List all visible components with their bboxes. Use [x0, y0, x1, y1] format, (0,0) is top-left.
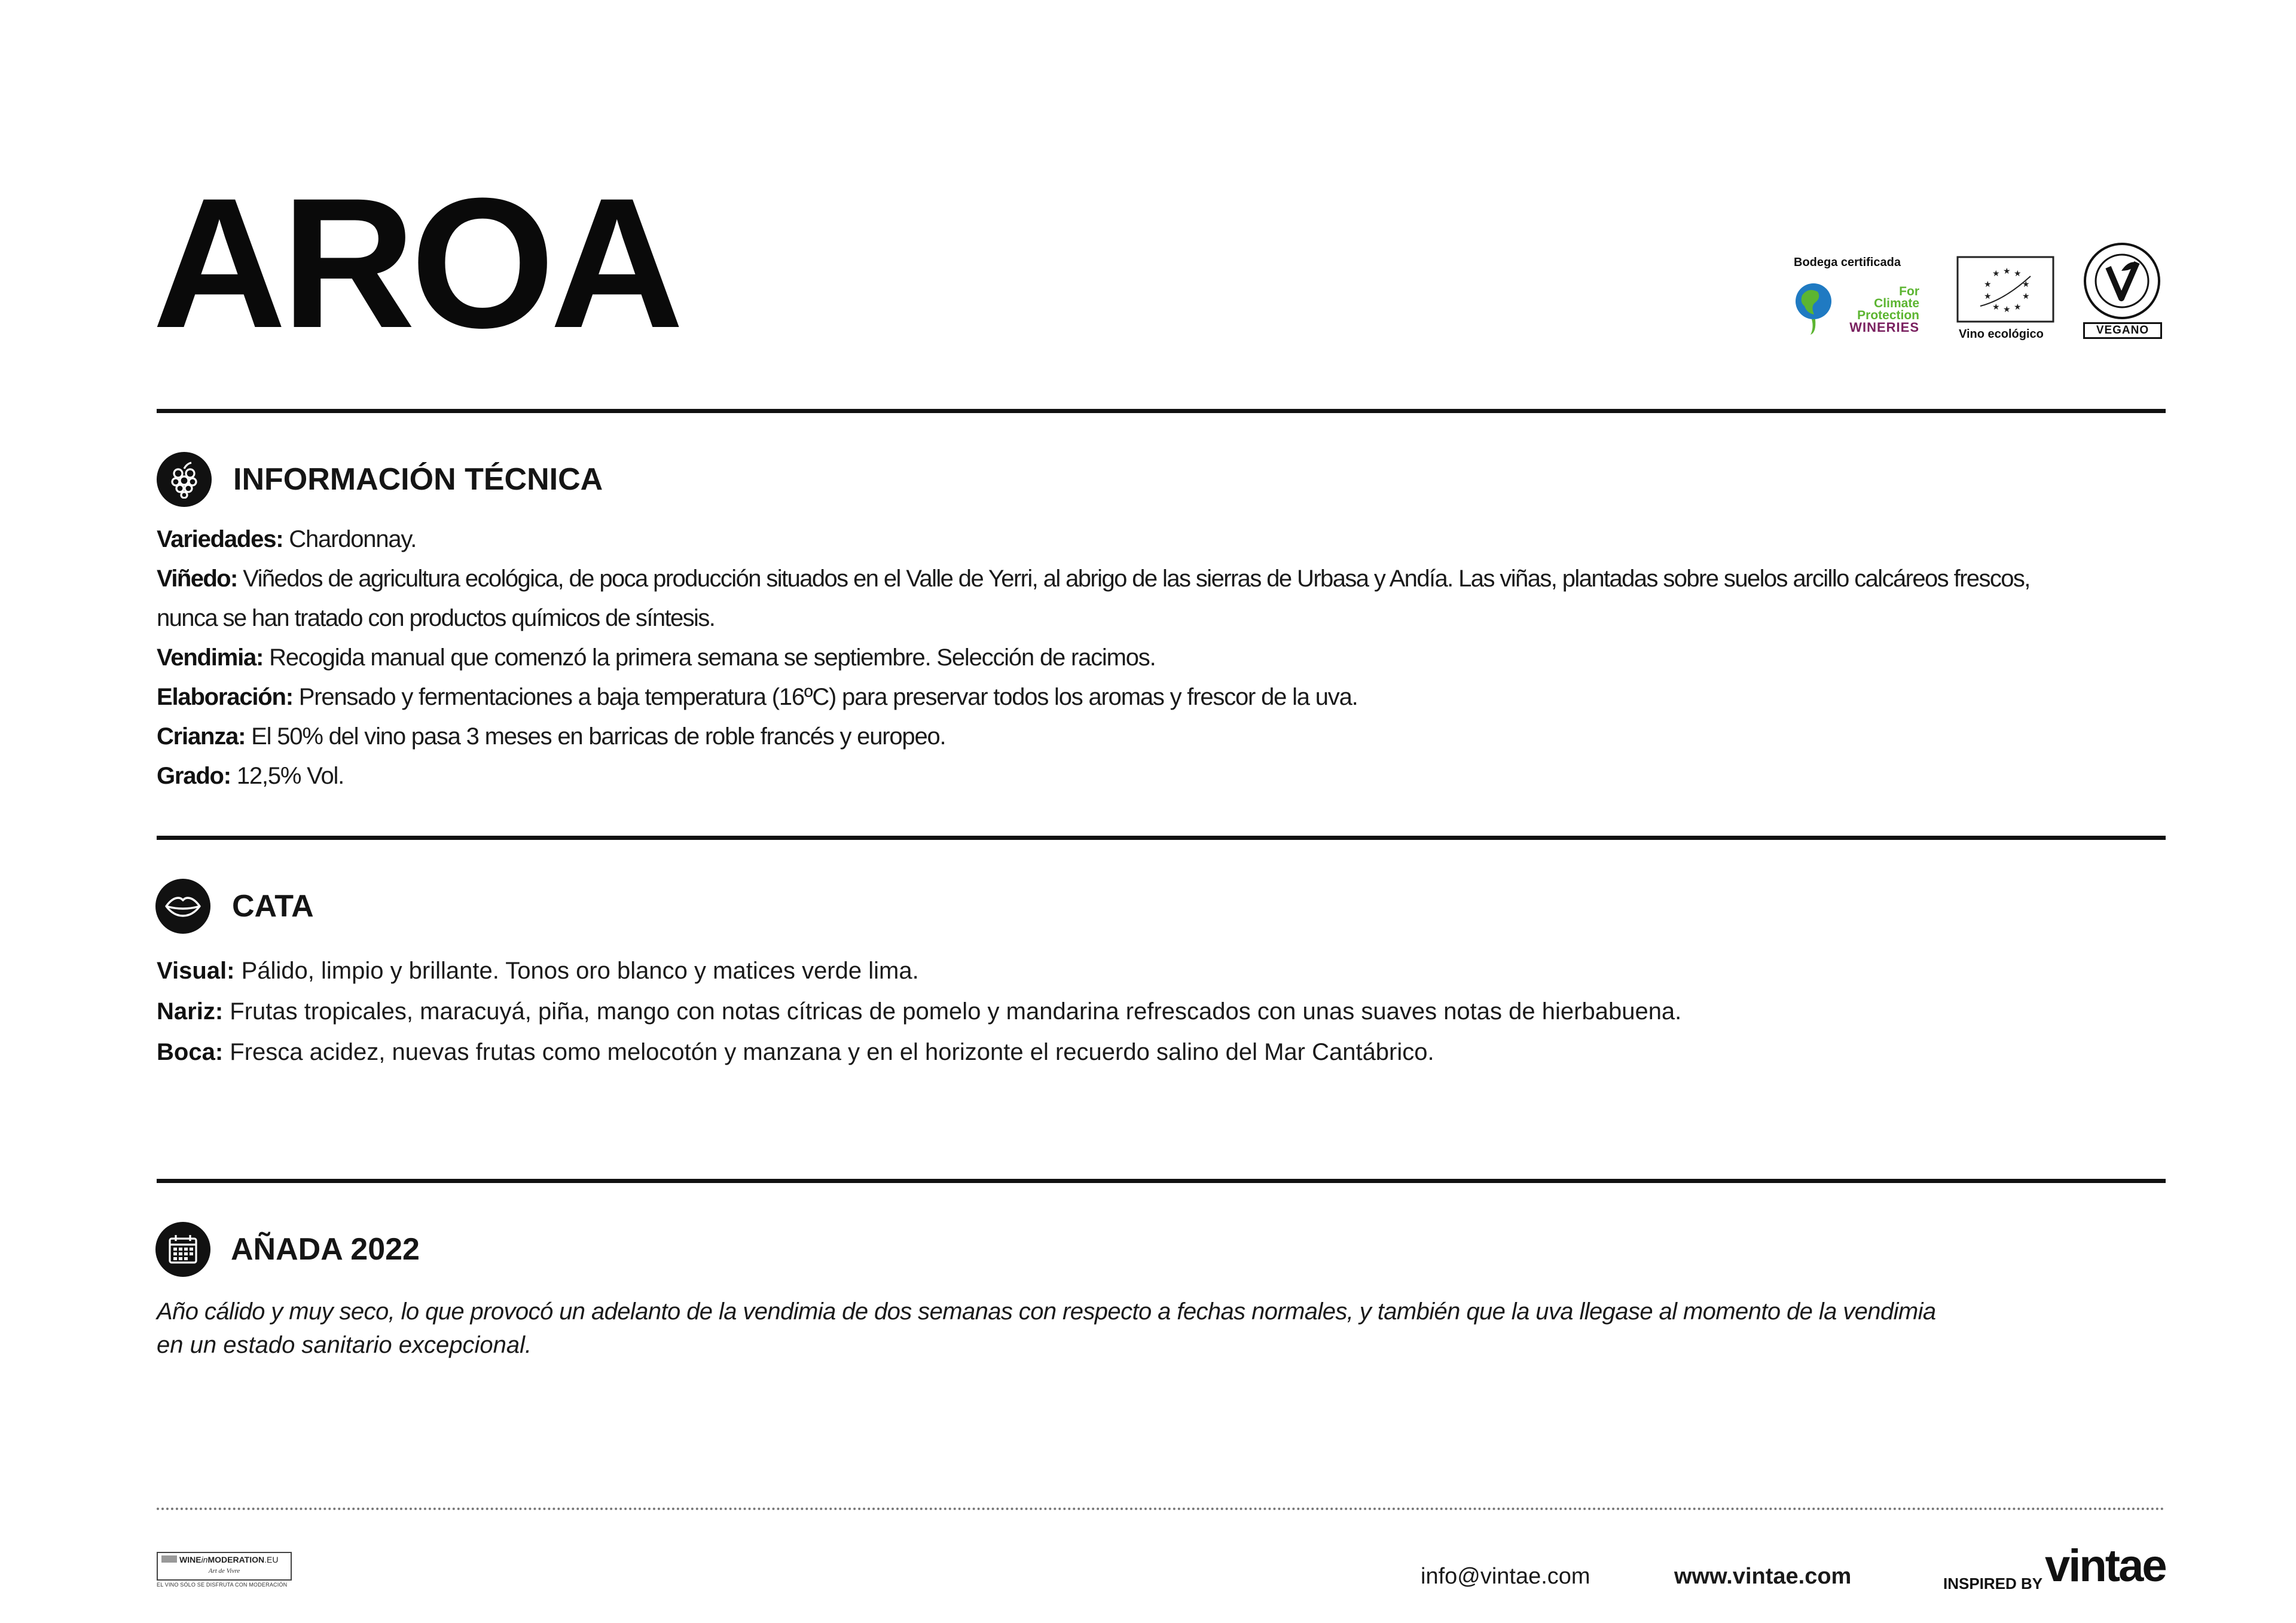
vegan-badge [2083, 242, 2164, 344]
climate-logo-text [1830, 286, 1919, 334]
vintae-logo: vintae [2045, 1541, 2166, 1591]
row-label: Variedades: [157, 526, 283, 552]
section-title-anada: AÑADA 2022 [231, 1232, 420, 1267]
row-value: Frutas tropicales, maracuyá, piña, mango con notas cítricas de pomelo y mandarina refrescados con unas suaves notas de hierbabuena. [230, 998, 1682, 1025]
cata-row-nariz [157, 998, 1681, 1025]
climate-logo-line-for: For [1899, 285, 1919, 298]
row-value: El 50% del vino pasa 3 meses en barricas de roble francés y europeo. [251, 723, 946, 750]
climate-logo-line-protection: Protection [1857, 308, 1919, 322]
climate-logo-line-wineries: WINERIES [1849, 320, 1919, 335]
wim-word-wine: WINE [179, 1555, 201, 1564]
climate-logo-line-climate: Climate [1874, 297, 1919, 310]
vegan-caption: VEGANO [2083, 322, 2162, 339]
v-label-icon [2083, 242, 2161, 320]
row-value: Prensado y fermentaciones a baja temperatura (16ºC) para preservar todos los aromas y frescor de la uva. [298, 684, 1358, 710]
row-value: Recogida manual que comenzó la primera semana se septiembre. Selección de racimos. [269, 644, 1156, 671]
svg-text:★: ★ [2022, 280, 2030, 289]
globe-icon [1794, 277, 1833, 337]
svg-text:★: ★ [1992, 302, 2000, 312]
wine-in-moderation-logo [157, 1552, 300, 1594]
row-value: 12,5% Vol. [236, 763, 344, 789]
eco-caption: Vino ecológico [1959, 328, 2044, 341]
calendar-icon [155, 1222, 210, 1277]
climate-badge-caption: Bodega certificada [1794, 256, 1901, 269]
anada-description [157, 1295, 2142, 1362]
grapes-icon [157, 452, 212, 507]
row-value: Chardonnay. [289, 526, 417, 552]
svg-text:★: ★ [1992, 269, 2000, 279]
wim-wordmark [161, 1555, 278, 1564]
wim-subtitle: Art de Vivre [208, 1567, 240, 1575]
row-value: Pálido, limpio y brillante. Tonos oro blanco y matices verde lima. [241, 958, 919, 984]
wim-word-eu: .EU [264, 1555, 279, 1564]
row-label: Nariz: [157, 998, 224, 1025]
footer-website[interactable]: www.vintae.com [1674, 1564, 1852, 1589]
row-value: Viñedos de agricultura ecológica, de poca producción situados en el Valle de Yerri, al abrigo de las sierras de Urbasa y Andía. Las viñas, plantadas sobre suelos arcillo calcáreos frescos, [243, 566, 2030, 592]
svg-text:★: ★ [1984, 292, 1992, 301]
svg-text:★: ★ [2003, 267, 2011, 276]
row-label: Elaboración: [157, 684, 293, 710]
tech-row-grado [157, 763, 344, 790]
divider [157, 1179, 2166, 1183]
wim-caption: EL VINO SÓLO SE DISFRUTA CON MODERACIÓN [157, 1582, 288, 1588]
divider [157, 409, 2166, 413]
footer-inspired-by: INSPIRED BY [1943, 1575, 2043, 1593]
row-label: Visual: [157, 958, 235, 984]
svg-text:★: ★ [1984, 280, 1992, 289]
divider [157, 836, 2166, 840]
tech-row-vinedo-cont [157, 605, 715, 632]
row-label: Vendimia: [157, 644, 264, 671]
row-label: Crianza: [157, 723, 246, 750]
row-label: Viñedo: [157, 566, 237, 592]
wim-word-in: in [201, 1555, 208, 1564]
row-value: nunca se han tratado con productos químicos de síntesis. [157, 605, 715, 631]
svg-text:★: ★ [2003, 305, 2011, 314]
section-title-cata: CATA [232, 889, 314, 924]
row-label: Boca: [157, 1039, 224, 1065]
eu-organic-leaf-icon [1956, 256, 2054, 323]
tech-row-vinedo [157, 566, 2030, 592]
wim-word-moderation: MODERATION [207, 1555, 265, 1564]
climate-protection-badge [1794, 256, 1925, 346]
anada-line-1: Año cálido y muy seco, lo que provocó un adelanto de la vendimia de dos semanas con respecto a fechas normales, y también que la uva llegase al momento de la vendimia [157, 1298, 1936, 1325]
glass-icon [161, 1555, 177, 1563]
tech-row-variedades [157, 526, 416, 553]
lips-icon [155, 879, 210, 934]
tech-row-vendimia [157, 644, 1155, 671]
svg-text:★: ★ [2014, 302, 2022, 312]
row-value: Fresca acidez, nuevas frutas como melocotón y manzana y en el horizonte el recuerdo salino del Mar Cantábrico. [230, 1039, 1434, 1065]
tech-row-crianza [157, 723, 945, 750]
cata-row-boca [157, 1039, 1434, 1066]
anada-line-2: en un estado sanitario excepcional. [157, 1332, 532, 1358]
eu-organic-badge [1956, 256, 2058, 346]
wine-title: AROA [152, 159, 679, 366]
wim-box [157, 1552, 292, 1581]
svg-text:★: ★ [2022, 292, 2030, 301]
section-title-tecnica: INFORMACIÓN TÉCNICA [233, 462, 603, 497]
footer-divider [157, 1508, 2166, 1510]
tech-row-elaboracion [157, 684, 1358, 711]
svg-text:★: ★ [2014, 269, 2022, 279]
cata-row-visual [157, 958, 919, 985]
row-label: Grado: [157, 763, 231, 789]
footer-email[interactable]: info@vintae.com [1421, 1564, 1590, 1589]
